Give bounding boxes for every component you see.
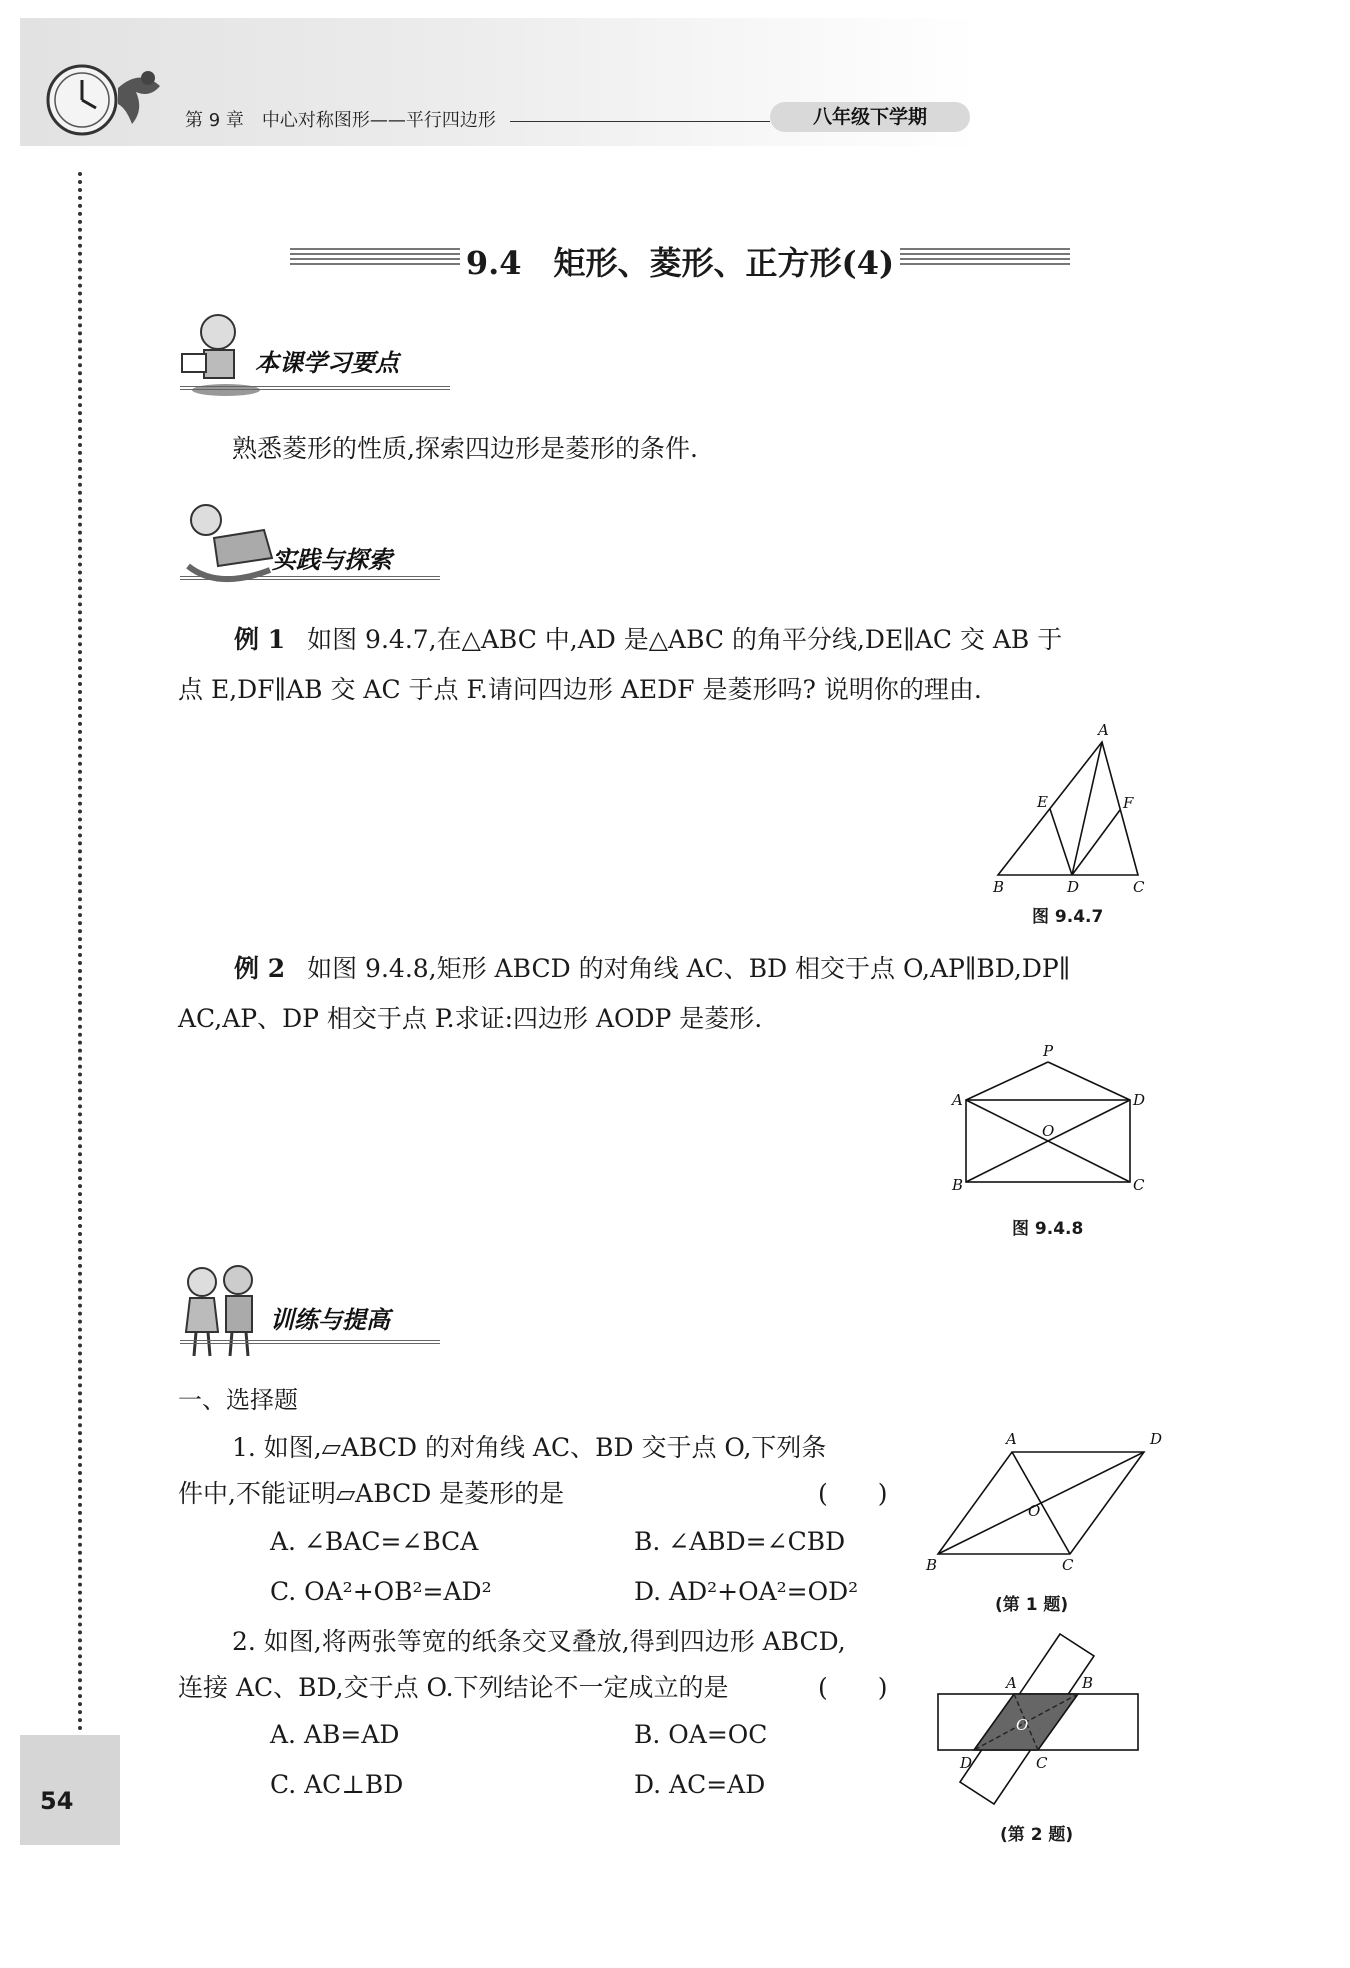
figq2-label-c: C bbox=[1036, 1754, 1048, 1772]
q2-option-a: A. AB=AD bbox=[270, 1720, 400, 1749]
training-rule bbox=[180, 1340, 440, 1346]
fig948-label-b: B bbox=[952, 1176, 964, 1194]
clock-logo-icon bbox=[40, 58, 180, 148]
q1-answer-blank: ( ) bbox=[818, 1479, 888, 1508]
figq1-label-d: D bbox=[1150, 1430, 1163, 1448]
fig948-label-d: D bbox=[1133, 1091, 1146, 1109]
fig948-label-a: A bbox=[952, 1091, 963, 1109]
fig947-label-d: D bbox=[1067, 878, 1080, 895]
q1-option-d: D. AD²+OA²=OD² bbox=[634, 1577, 859, 1606]
example2-text-1: 如图 9.4.8,矩形 ABCD 的对角线 AC、BD 相交于点 O,AP∥BD,DP∥ bbox=[307, 954, 1071, 983]
figq2-label-d: D bbox=[960, 1754, 973, 1772]
q1-line2: 件中,不能证明▱ABCD 是菱形的是 bbox=[178, 1479, 565, 1508]
figure-9-4-7-caption: 图 9.4.7 bbox=[1032, 907, 1104, 927]
fig947-label-a: A bbox=[1098, 721, 1109, 739]
q1-option-a: A. ∠BAC=∠BCA bbox=[270, 1527, 479, 1556]
figq1-label-b: B bbox=[926, 1556, 938, 1574]
example2-line1 bbox=[234, 945, 1070, 993]
q2-option-c: C. AC⊥BD bbox=[270, 1770, 404, 1799]
figq2-label-o: O bbox=[1016, 1716, 1029, 1734]
grade-badge: 八年级下学期 bbox=[770, 102, 970, 132]
margin-dotted-rule bbox=[78, 172, 82, 1732]
lesson-title-text: 9.4 矩形、菱形、正方形(4) bbox=[465, 244, 895, 282]
figq2-label-a: A bbox=[1006, 1674, 1017, 1692]
figq1-label-o: O bbox=[1028, 1502, 1041, 1520]
fig947-label-b: B bbox=[993, 878, 1005, 895]
example1-line1 bbox=[234, 616, 1062, 664]
choice-section-title: 一、选择题 bbox=[178, 1386, 298, 1414]
key-points-heading: 本课学习要点 bbox=[255, 349, 399, 377]
example2-label: 例 2 bbox=[234, 954, 286, 983]
q1-line1: 1. 如图,▱ABCD 的对角线 AC、BD 交于点 O,下列条 bbox=[232, 1433, 827, 1462]
fig948-label-p: P bbox=[1043, 1042, 1054, 1060]
figq2-label-b: B bbox=[1082, 1674, 1094, 1692]
practice-heading: 实践与探索 bbox=[272, 546, 392, 574]
title-bar-left bbox=[290, 248, 460, 268]
q2-line2: 连接 AC、BD,交于点 O.下列结论不一定成立的是 bbox=[178, 1673, 729, 1702]
title-bar-right bbox=[900, 248, 1070, 268]
chapter-title: 第 9 章 中心对称图形——平行四边形 bbox=[185, 110, 496, 131]
figq1-label-a: A bbox=[1006, 1430, 1017, 1448]
header-divider bbox=[510, 121, 770, 122]
fig948-label-c: C bbox=[1133, 1176, 1145, 1194]
practice-rule bbox=[180, 576, 440, 582]
key-points-rule bbox=[180, 386, 450, 392]
figure-q1 bbox=[918, 1424, 1168, 1574]
example1-label: 例 1 bbox=[234, 625, 286, 654]
figure-9-4-7 bbox=[985, 720, 1145, 895]
q2-option-b: B. OA=OC bbox=[634, 1720, 768, 1749]
fig947-label-c: C bbox=[1133, 878, 1145, 895]
figure-9-4-8-caption: 图 9.4.8 bbox=[1012, 1219, 1084, 1239]
q1-option-c: C. OA²+OB²=AD² bbox=[270, 1577, 492, 1606]
figure-q2-caption: (第 2 题) bbox=[1000, 1825, 1074, 1845]
figure-q1-caption: (第 1 题) bbox=[995, 1595, 1069, 1615]
q2-answer-blank: ( ) bbox=[818, 1673, 888, 1702]
lesson-title bbox=[290, 238, 1070, 282]
fig947-label-e: E bbox=[1037, 793, 1048, 811]
two-kids-icon bbox=[178, 1262, 268, 1362]
q2-option-d: D. AC=AD bbox=[634, 1770, 766, 1799]
q2-line1: 2. 如图,将两张等宽的纸条交叉叠放,得到四边形 ABCD, bbox=[232, 1627, 846, 1656]
figure-q2 bbox=[928, 1624, 1158, 1814]
key-points-text: 熟悉菱形的性质,探索四边形是菱形的条件. bbox=[232, 434, 698, 463]
figq1-label-c: C bbox=[1062, 1556, 1074, 1574]
example2-line2: AC,AP、DP 相交于点 P.求证:四边形 AODP 是菱形. bbox=[178, 1004, 763, 1033]
figure-9-4-8 bbox=[948, 1030, 1148, 1195]
fig947-label-f: F bbox=[1123, 794, 1134, 812]
example1-text-1: 如图 9.4.7,在△ABC 中,AD 是△ABC 的角平分线,DE∥AC 交 AB 于 bbox=[307, 625, 1063, 654]
q1-option-b: B. ∠ABD=∠CBD bbox=[634, 1527, 846, 1556]
page-number: 54 bbox=[40, 1787, 74, 1815]
training-heading: 训练与提高 bbox=[270, 1306, 390, 1334]
example1-line2: 点 E,DF∥AB 交 AC 于点 F.请问四边形 AEDF 是菱形吗? 说明你的理由. bbox=[178, 675, 982, 704]
fig948-label-o: O bbox=[1042, 1122, 1055, 1140]
